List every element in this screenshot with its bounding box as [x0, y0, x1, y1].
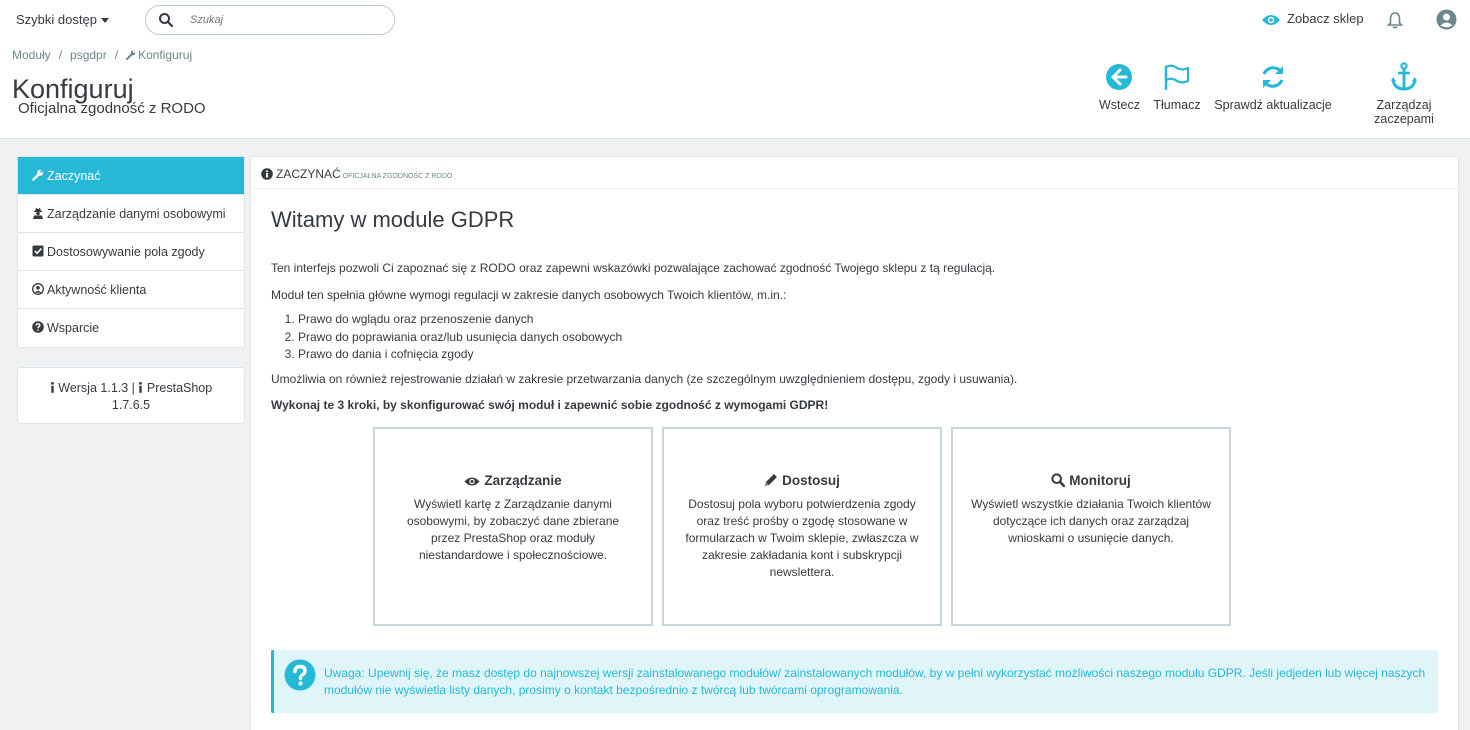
wrench-icon: [32, 169, 44, 181]
manage-hooks-label: Zarządzaj zaczepami: [1374, 98, 1434, 126]
question-circle-icon: [32, 321, 44, 333]
search-icon[interactable]: [158, 12, 174, 28]
panel-heading-title: ZACZYNAĆ: [276, 167, 341, 181]
question-circle-icon: [284, 659, 316, 691]
manage-card[interactable]: [373, 427, 653, 626]
eye-icon: [464, 476, 480, 487]
translate-button[interactable]: [1153, 62, 1201, 112]
sidebar-item-get-started[interactable]: [18, 157, 244, 195]
back-label: Wstecz: [1099, 98, 1140, 112]
sidebar-item-label: Zarządzanie danymi osobowymi: [47, 207, 226, 221]
panel-heading-subtitle: OFICJALNA ZGODNOŚĆ Z RODO: [342, 173, 453, 180]
view-shop-link[interactable]: [1261, 11, 1364, 27]
sidebar-item-consent-customization[interactable]: [18, 233, 244, 271]
card-title-text: Dostosuj: [782, 473, 840, 488]
user-secret-icon: [32, 207, 44, 219]
sidebar-item-label: Aktywność klienta: [47, 283, 147, 297]
search-input[interactable]: [190, 12, 380, 28]
customize-card[interactable]: [662, 427, 942, 626]
sidebar-item-label: Dostosowywanie pola zgody: [47, 245, 205, 259]
quick-access-label: Szybki dostęp: [16, 12, 97, 27]
caret-down-icon: [101, 18, 109, 23]
version-info: [17, 367, 245, 424]
monitor-card[interactable]: [951, 427, 1231, 626]
sidebar-item-personal-data[interactable]: [18, 195, 244, 233]
breadcrumb: Moduły / psgdpr / Konfiguruj: [12, 48, 193, 62]
arrow-circle-left-icon: [1105, 62, 1133, 92]
check-square-icon: [32, 245, 44, 257]
breadcrumb-item-modules[interactable]: Moduły: [12, 48, 51, 62]
info-icon: [138, 382, 143, 393]
list-item: 1. Prawo do wglądu oraz przenoszenie danych: [298, 311, 622, 329]
wrench-icon: [126, 50, 136, 60]
module-version: Wersja 1.1.3 |: [58, 381, 135, 395]
anchor-icon: [1390, 62, 1418, 92]
quick-access-dropdown[interactable]: [16, 12, 109, 27]
welcome-title: Witamy w module GDPR: [271, 207, 515, 232]
bell-icon: [1387, 11, 1403, 29]
page-subtitle: Oficjalna zgodność z RODO: [18, 100, 206, 117]
check-updates-label: Sprawdź aktualizacje: [1214, 98, 1332, 112]
prestashop-version: 1.7.6.5: [111, 398, 151, 412]
view-shop-label: Zobacz sklep: [1287, 11, 1364, 26]
card-description: Wyświetl wszystkie działania Twoich klientów dotyczące ich danych oraz zarządzaj wnioskami o usunięcie danych.: [971, 497, 1211, 545]
account-circle-icon: [1436, 9, 1457, 30]
module-sidebar-nav: [17, 156, 245, 348]
eye-icon: [1261, 13, 1281, 27]
translate-label: Tłumacz: [1153, 98, 1201, 112]
card-title: [682, 473, 922, 488]
manage-hooks-button[interactable]: [1345, 62, 1463, 126]
info-icon: [50, 382, 55, 393]
intro-text: Ten interfejs pozwoli Ci zapoznać się z RODO oraz zapewni wskazówki pozwalające zachować zgodność Twojego sklepu z tą regulacją.: [271, 261, 996, 275]
notifications-button[interactable]: [1387, 11, 1403, 32]
sidebar-item-customer-activity[interactable]: [18, 271, 244, 309]
card-title-text: Zarządzanie: [484, 473, 562, 488]
prestashop-label: PrestaShop: [146, 381, 213, 395]
card-description: Wyświetl kartę z Zarządzanie danymi osobowymi, by zobaczyć dane zbierane przez PrestaShop oraz moduły niestandardowe i społecznościowe.: [406, 497, 620, 562]
search-box[interactable]: [145, 5, 395, 35]
card-title: [393, 473, 633, 488]
list-item: 2. Prawo do poprawiania oraz/lub usunięcia danych osobowych: [298, 329, 622, 347]
logging-text: Umożliwia on również rejestrowanie działań w zakresie przetwarzania danych (ze szczególnym uwzględnieniem dostępu, zgody i usuwania).: [271, 372, 1018, 386]
user-circle-icon: [32, 283, 44, 295]
main-panel: [250, 156, 1459, 730]
card-title-text: Monitoruj: [1069, 473, 1131, 488]
sidebar-item-support[interactable]: [18, 309, 244, 347]
pencil-icon: [764, 473, 778, 487]
requirements-text: Moduł ten spełnia główne wymogi regulacji w zakresie danych osobowych Twoich klientów, m.in.:: [271, 288, 787, 302]
info-alert: [271, 650, 1438, 713]
list-item: 3. Prawo do dania i cofnięcia zgody: [298, 346, 622, 364]
sidebar-item-label: Zaczynać: [47, 169, 101, 183]
card-description: Dostosuj pola wyboru potwierdzenia zgody oraz treść prośby o zgodę stosowane w formularzach w Twoim sklepie, zwłaszcza w zakresie zakładania kont i subskrypcji newslettera.: [685, 497, 919, 579]
check-updates-button[interactable]: [1214, 62, 1332, 112]
breadcrumb-item-psgdpr[interactable]: psgdpr: [70, 48, 107, 62]
info-circle-icon: [261, 168, 273, 180]
account-button[interactable]: [1436, 9, 1457, 33]
rights-list: [298, 311, 622, 364]
panel-heading: [251, 157, 1458, 189]
back-button[interactable]: [1099, 62, 1139, 112]
flag-icon: [1163, 62, 1191, 92]
steps-text: Wykonaj te 3 kroki, by skonfigurować swój moduł i zapewnić sobie zgodność z wymogami GDPR!: [271, 398, 829, 412]
card-title: [971, 473, 1211, 488]
page-header: [0, 40, 1470, 139]
breadcrumb-item-configure: Konfiguruj: [138, 48, 193, 62]
refresh-icon: [1259, 62, 1287, 92]
sidebar-item-label: Wsparcie: [47, 321, 100, 335]
top-bar: [0, 0, 1470, 40]
alert-text: Uwaga: Upewnij się, że masz dostęp do najnowszej wersji zainstalowanego modułów/ zainstalowanych modułów, by w pełni wykorzystać możliwości naszego modułu GDPR. Jeśli jedjeden lub więcej naszych modułów nie wyświetla listy danych, prosimy o kontakt bezpośrednio z twórcą lub twórcami oprogramowania.: [324, 666, 1426, 697]
page-title: Konfiguruj: [12, 74, 134, 104]
search-icon: [1051, 473, 1065, 487]
